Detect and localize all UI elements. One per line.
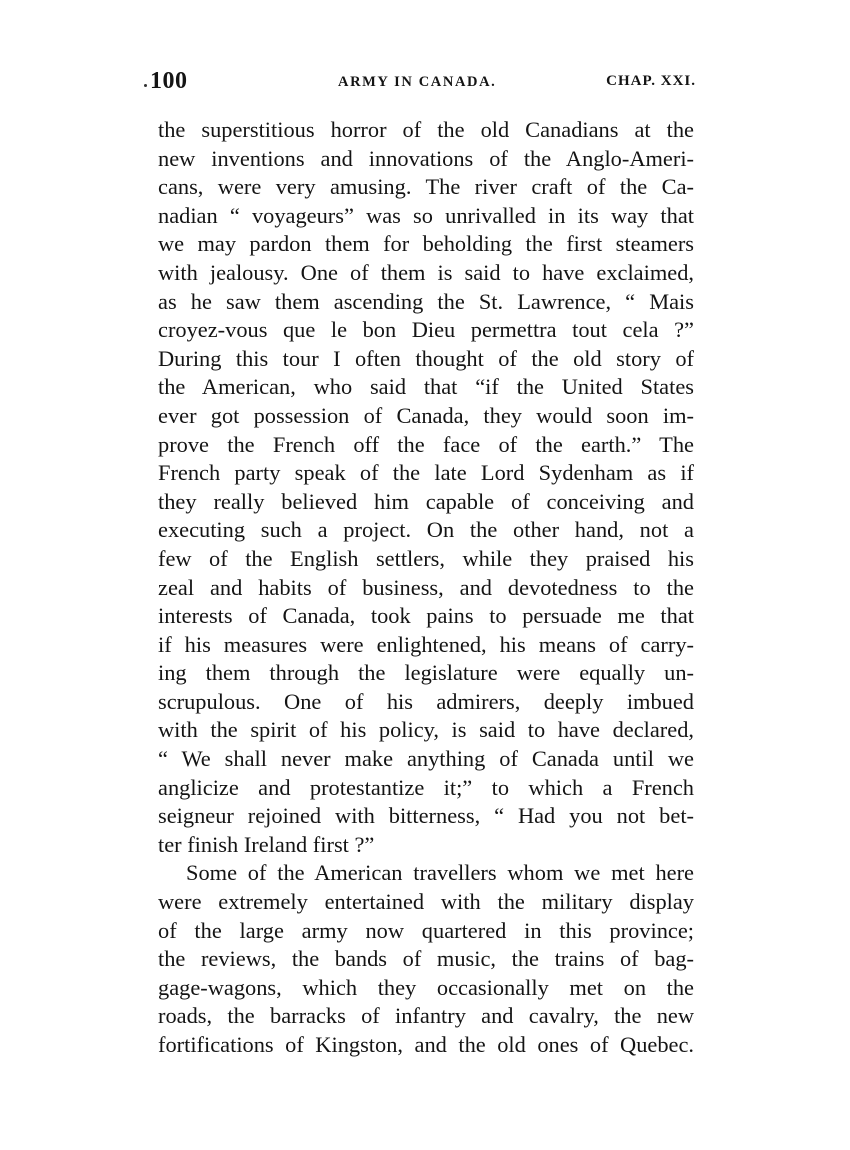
text-line: gage-wagons, which they occasionally met on the bbox=[158, 974, 694, 1000]
paragraph-2 bbox=[158, 859, 694, 1059]
text-line: we may pardon them for beholding the first steamers bbox=[158, 231, 694, 257]
text-line: few of the English settlers, while they praised his bbox=[158, 545, 694, 571]
text-line: cans, were very amusing. The river craft of the Ca- bbox=[158, 174, 694, 200]
text-line: new inventions and innovations of the Anglo-Ameri- bbox=[158, 145, 694, 171]
paragraph-1 bbox=[158, 116, 694, 859]
text-line: the superstitious horror of the old Canadians at the bbox=[158, 117, 694, 142]
text-line: During this tour I often thought of the old story of bbox=[158, 345, 694, 371]
text-line: with the spirit of his policy, is said to have declared, bbox=[158, 717, 694, 743]
text-line: executing such a project. On the other hand, not a bbox=[158, 517, 694, 543]
text-line: seigneur rejoined with bitterness, “ Had you not bet- bbox=[158, 803, 694, 829]
text-line: they really believed him capable of conceiving and bbox=[158, 488, 694, 514]
running-head bbox=[148, 68, 696, 98]
text-line: the American, who said that “if the United States bbox=[158, 374, 694, 400]
text-line: ter finish Ireland first ?” bbox=[158, 831, 375, 857]
running-title: ARMY IN CANADA. bbox=[338, 74, 497, 90]
page-number: 100 bbox=[150, 68, 188, 94]
text-line: Some of the American travellers whom we met here bbox=[186, 860, 694, 886]
text-line: “ We shall never make anything of Canada until we bbox=[158, 746, 694, 772]
text-line: scrupulous. One of his admirers, deeply imbued bbox=[158, 688, 694, 714]
text-line: as he saw them ascending the St. Lawrence, “ Mais bbox=[158, 288, 694, 314]
text-line: prove the French off the face of the earth.” The bbox=[158, 431, 694, 457]
text-line: ever got possession of Canada, they would soon im- bbox=[158, 402, 694, 428]
body-text bbox=[158, 116, 694, 1060]
text-line: if his measures were enlightened, his means of carry- bbox=[158, 631, 694, 657]
text-line: zeal and habits of business, and devotedness to the bbox=[158, 574, 694, 600]
text-line: anglicize and protestantize it;” to which a French bbox=[158, 774, 694, 800]
text-line: with jealousy. One of them is said to have exclaimed, bbox=[158, 259, 694, 285]
text-line: roads, the barracks of infantry and cavalry, the new bbox=[158, 1003, 694, 1029]
text-line: ing them through the legislature were equally un- bbox=[158, 660, 694, 686]
text-line: were extremely entertained with the military display bbox=[158, 889, 694, 915]
text-line: of the large army now quartered in this province; bbox=[158, 917, 694, 943]
chapter-label: CHAP. XXI. bbox=[606, 73, 696, 89]
text-line: French party speak of the late Lord Sydenham as if bbox=[158, 460, 694, 486]
text-line: the reviews, the bands of music, the trains of bag- bbox=[158, 946, 694, 972]
text-line: nadian “ voyageurs” was so unrivalled in its way that bbox=[158, 202, 694, 228]
text-line: croyez-vous que le bon Dieu permettra tout cela ?” bbox=[158, 317, 694, 343]
print-speck bbox=[144, 84, 147, 87]
text-line: fortifications of Kingston, and the old ones of Quebec. bbox=[158, 1032, 694, 1057]
text-line: interests of Canada, took pains to persuade me that bbox=[158, 603, 694, 629]
